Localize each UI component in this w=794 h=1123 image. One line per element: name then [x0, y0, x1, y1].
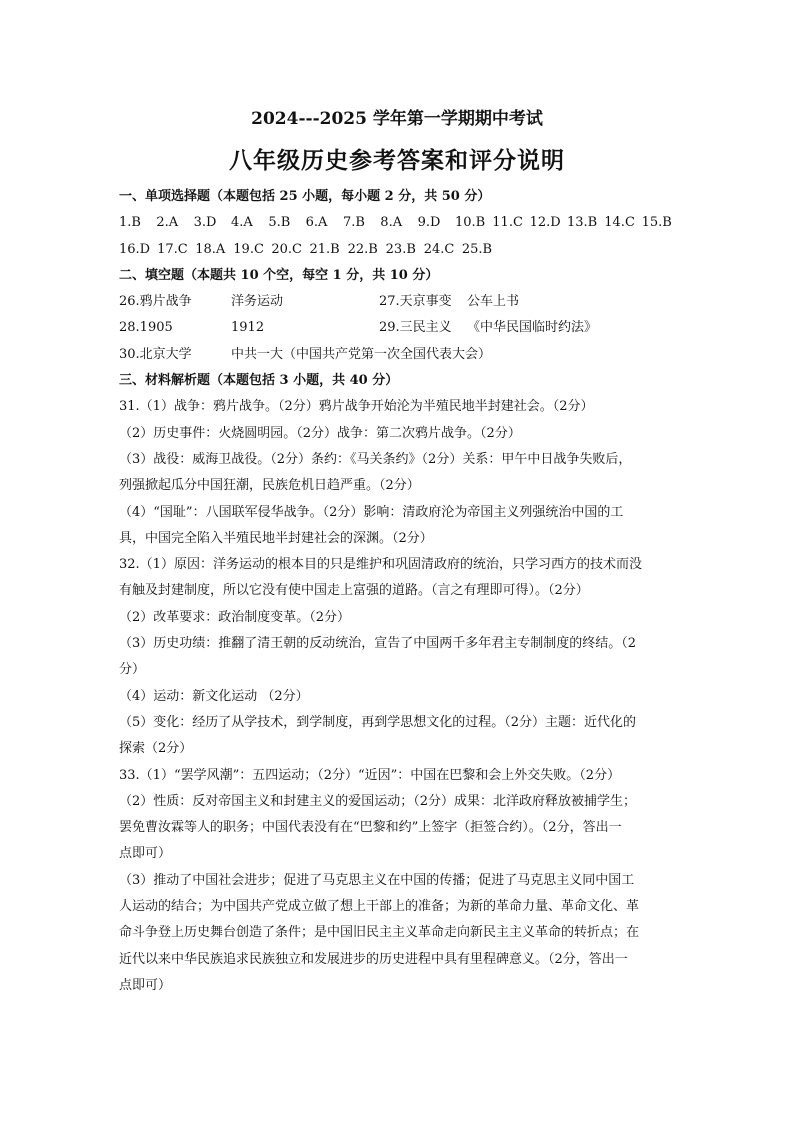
answer-line: （2）历史事件：火烧圆明园。（2分）战争：第二次鸦片战争。（2分） — [119, 425, 521, 441]
choice-answer: 5.B — [268, 215, 291, 231]
answer-line: 列强掀起瓜分中国狂潮，民族危机日趋严重。（2分） — [119, 478, 420, 494]
answer-line: （3）战役：威海卫战役。（2分）条约：《马关条约》（2分）关系：甲午中日战争失败后， — [119, 451, 632, 467]
section1-heading: 一、单项选择题（本题包括 25 小题，每小题 2 分，共 50 分） — [119, 189, 491, 204]
choice-answer: 21.B — [309, 241, 340, 257]
answer-line: （2）性质：反对帝国主义和封建主义的爱国运动；（2分）成果：北洋政府释放被捕学生； — [119, 793, 637, 809]
fill-answer: 26.鸦片战争 — [119, 294, 192, 310]
fill-answer: 29.三民主义 — [379, 320, 452, 336]
fill-answer: 28.1905 — [119, 320, 173, 336]
choice-answer: 4.A — [230, 215, 253, 231]
fill-answer: 27.天京事变 — [379, 294, 452, 310]
document-subtitle: 八年级历史参考答案和评分说明 — [229, 147, 565, 174]
choice-answer: 9.D — [417, 215, 441, 231]
multiple-choice-row-2 — [119, 237, 679, 263]
choice-answer: 2.A — [156, 215, 179, 231]
section3-heading: 三、材料解析题（本题包括 3 小题，共 40 分） — [119, 373, 399, 389]
answer-line: 33.（1）“罢学风潮”：五四运动；（2分）“近因”：中国在巴黎和会上外交失败。（2分） — [119, 767, 621, 783]
answer-line: （4）“国耻”：八国联军侵华战争。（2分）影响：清政府沦为帝国主义列强统治中国的工 — [119, 504, 624, 520]
choice-answer: 12.D — [529, 215, 561, 231]
choice-answer: 8.A — [380, 215, 403, 231]
choice-answer: 20.C — [271, 241, 302, 257]
answer-line: 命斗争登上历史舞台创造了条件；是中国旧民主主义革命走向新民主主义革命的转折点；在 — [119, 925, 640, 941]
fill-blank-row — [119, 315, 679, 341]
answer-line: （3）历史功绩：推翻了清王朝的反动统治，宣告了中国两千多年君主专制制度的终结。（2 — [119, 636, 637, 652]
answer-line: 人运动的结合；为中国共产党成立做了想上干部上的准备；为新的革命力量、革命文化、革 — [119, 899, 640, 915]
fill-answer: 30.北京大学 — [119, 346, 192, 362]
section2-heading: 二、填空题（本题共 10 个空，每空 1 分，共 10 分） — [119, 267, 439, 283]
answer-line: （3）推动了中国社会进步；促进了马克思主义在中国的传播；促进了马克思主义同中国工 — [119, 872, 635, 888]
fill-answer: 1912 — [231, 320, 265, 336]
answer-line: 具，中国完全陷入半殖民地半封建社会的深渊。（2分） — [119, 530, 433, 546]
fill-answer: 中共一大（中国共产党第一次全国代表大会） — [231, 346, 492, 362]
choice-answer: 24.C — [423, 241, 455, 257]
choice-answer: 15.B — [641, 215, 672, 231]
answer-line: 点即可） — [119, 977, 172, 993]
choice-answer: 13.B — [566, 215, 598, 231]
answer-line: 有触及封建制度，所以它没有使中国走上富强的道路。（言之有理即可得）。（2分） — [119, 583, 589, 599]
choice-answer: 7.B — [342, 215, 365, 231]
answer-line: （4）运动：新文化运动 （2分） — [119, 688, 309, 704]
answer-line: 分） — [119, 662, 146, 678]
choice-answer: 10.B — [454, 215, 486, 231]
multiple-choice-row-1 — [119, 210, 679, 236]
answer-line: 点即可） — [119, 846, 172, 862]
choice-answer: 23.B — [385, 241, 416, 257]
fill-answer: 洋务运动 — [231, 294, 284, 310]
choice-answer: 25.B — [461, 241, 493, 257]
choice-answer: 17.C — [157, 241, 188, 257]
choice-answer: 19.C — [233, 241, 264, 257]
answer-line: （2）改革要求：政治制度变革。（2分） — [119, 609, 351, 625]
fill-answer: 《中华民国临时约法》 — [467, 320, 598, 336]
answer-line: 探索（2分） — [119, 741, 193, 757]
fill-blank-row — [119, 342, 679, 368]
material-analysis-answers — [119, 394, 679, 999]
choice-answer: 18.A — [195, 241, 226, 257]
answer-line: 近代以来中华民族追求民族独立和发展进步的历史进程中具有里程碑意义。（2分，答出一 — [119, 951, 628, 967]
document-body — [119, 184, 679, 999]
answer-line: （5）变化：经历了从学技术，到学制度，再到学思想文化的过程。（2分）主题：近代化的 — [119, 714, 637, 730]
choice-answer: 22.B — [347, 241, 378, 257]
fill-answer: 公车上书 — [467, 294, 520, 310]
answer-line: 31.（1）战争：鸦片战争。（2分）鸦片战争开始沦为半殖民地半封建社会。（2分） — [119, 399, 594, 415]
answer-line: 32.（1）原因：洋务运动的根本目的只是维护和巩固清政府的统治，只学习西方的技术而没 — [119, 557, 642, 573]
choice-answer: 14.C — [604, 215, 635, 231]
choice-answer: 16.D — [119, 241, 151, 257]
choice-answer: 6.A — [305, 215, 328, 231]
answer-line: 罢免曹汝霖等人的职务；中国代表没有在“巴黎和约”上签字（拒签合约）。（2分，答出一 — [119, 820, 622, 836]
choice-answer: 3.D — [193, 215, 217, 231]
exam-title: 2024---2025 学年第一学期期中考试 — [251, 109, 543, 129]
choice-answer: 11.C — [492, 215, 523, 231]
choice-answer: 1.B — [119, 215, 141, 231]
fill-blank-row — [119, 289, 679, 315]
